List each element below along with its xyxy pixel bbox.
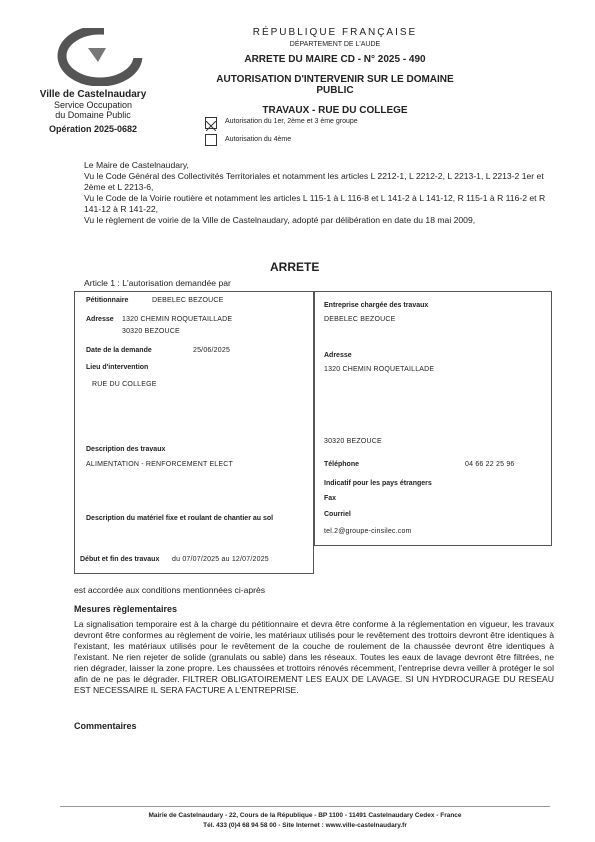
petitioner-box (74, 291, 314, 574)
phone-label: Téléphone (324, 461, 360, 468)
email-value: tel.2@groupe-cinsilec.com (324, 528, 412, 535)
petitioner-value: DEBELEC BEZOUCE (152, 297, 224, 304)
company-box (314, 291, 552, 546)
works-description-value: ALIMENTATION - RENFORCEMENT ELECT (86, 461, 233, 468)
operation-number: Opération 2025-0682 (48, 124, 138, 134)
decree-number: ARRETE DU MAIRE CD - N° 2025 - 490 (244, 54, 426, 65)
checkbox-group-4[interactable] (205, 134, 217, 146)
company-value: DEBELEC BEZOUCE (324, 316, 396, 323)
company-postal-city-value: 30320 BEZOUCE (324, 438, 382, 445)
checkbox-group-1-3-label: Autorisation du 1er, 2ème et 3 ème groupe (225, 118, 358, 125)
accord-text: est accordée aux conditions mentionnées ci-après (74, 585, 266, 595)
department: DÉPARTEMENT DE L'AUDE (289, 41, 381, 48)
article-1: Article 1 : L'autorisation demandée par (84, 278, 231, 288)
request-date-value: 25/06/2025 (193, 347, 231, 354)
comments-title: Commentaires (74, 721, 137, 731)
republic-title: RÉPUBLIQUE FRANÇAISE (252, 27, 418, 38)
city-name: Ville de Castelnaudary (39, 89, 147, 100)
intl-prefix-label: Indicatif pour les pays étrangers (324, 480, 432, 487)
location-label: Lieu d'intervention (86, 364, 149, 371)
location-value: RUE DU COLLEGE (92, 381, 157, 388)
preamble (84, 160, 554, 226)
service-line-1: Service Occupation (53, 100, 133, 110)
equipment-label: Description du matériel fixe et roulant de chantier au sol (86, 515, 274, 522)
request-date-label: Date de la demande (86, 347, 152, 354)
measures-title: Mesures règlementaires (74, 604, 178, 614)
preamble-line: Vu le Code Général des Collectivités Territoriales et notamment les articles L 2212-1, L 2212-2, L 2213-1, L 2213-2 1er et 2ème et L 2213-6, (84, 171, 544, 192)
fax-label: Fax (324, 495, 337, 502)
petitioner-label: Pétitionnaire (86, 297, 129, 304)
city-logo (48, 28, 148, 86)
email-label: Courriel (324, 511, 351, 518)
footer-address: Mairie de Castelnaudary - 22, Cours de la République - BP 1100 - 11491 Castelnaudary Cedex - France (148, 812, 462, 819)
preamble-line: Vu le Code de la Voirie routière et notamment les articles L 115-1 à L 116-8 et L 141-2 à L 141-12, R 115-1 à R 116-2 et R 141-12 à R 141-22, (84, 193, 546, 214)
address-value: 1320 CHEMIN ROQUETAILLADE (122, 316, 233, 323)
arrete-title: ARRETE (270, 260, 320, 274)
checkbox-group-4-label: Autorisation du 4ème (225, 136, 292, 143)
preamble-line: Le Maire de Castelnaudary, (84, 160, 189, 170)
company-address-label: Adresse (324, 352, 352, 359)
footer-rule (60, 806, 550, 807)
checkbox-group-1-3[interactable] (205, 117, 217, 129)
service-line-2: du Domaine Public (55, 110, 131, 120)
company-label: Entreprise chargée des travaux (324, 302, 429, 309)
company-address-value: 1320 CHEMIN ROQUETAILLADE (324, 366, 435, 373)
works-title: TRAVAUX - RUE DU COLLEGE (262, 105, 408, 116)
phone-value: 04 66 22 25 96 (465, 461, 515, 468)
works-description-label: Description des travaux (86, 446, 166, 453)
footer-contact: Tél. 433 (0)4 68 94 58 00 - Site Internet : www.ville-castelnaudary.fr (203, 822, 407, 829)
preamble-line: Vu le règlement de voirie de la Ville de Castelnaudary, adopté par délibération en date du 18 mai 2009, (84, 215, 476, 225)
authorization-title: AUTORISATION D'INTERVENIR SUR LE DOMAINE PUBLIC (216, 74, 454, 96)
measures-text: La signalisation temporaire est à la charge du pétitionnaire et devra être conforme à la réglementation en vigueur, les travaux devront être conformes au règlement de voirie, les matériaux utilisés pour le revêtement des trottoirs devront être identiques à l'existant, les matériaux utilisés pour le revêtement de la couche de roulement de la chaussée devront être identiques à l'existant. Ne rien rejeter de solide (granulats ou sable) dans les réseaux. Toutes les eaux de lavage devront être filtrées, ne rien dégrader, laisser la zone propre. Les chaussées et trottoirs rénovés récemment, l'entreprise devra veiller à protéger le sol afin de ne pas le dégrader. FILTRER OBLIGATOIREMENT LES EAUX DE LAVAGE. SI UN HYDROCURAGE DU RESEAU EST NECESSAIRE IL SERA FACTURE A L'ENTREPRISE. (74, 619, 554, 695)
works-dates-label: Début et fin des travaux (80, 556, 160, 563)
address-label: Adresse (86, 316, 114, 323)
works-dates-value: du 07/07/2025 au 12/07/2025 (172, 556, 269, 563)
postal-city-value: 30320 BEZOUCE (122, 328, 180, 335)
